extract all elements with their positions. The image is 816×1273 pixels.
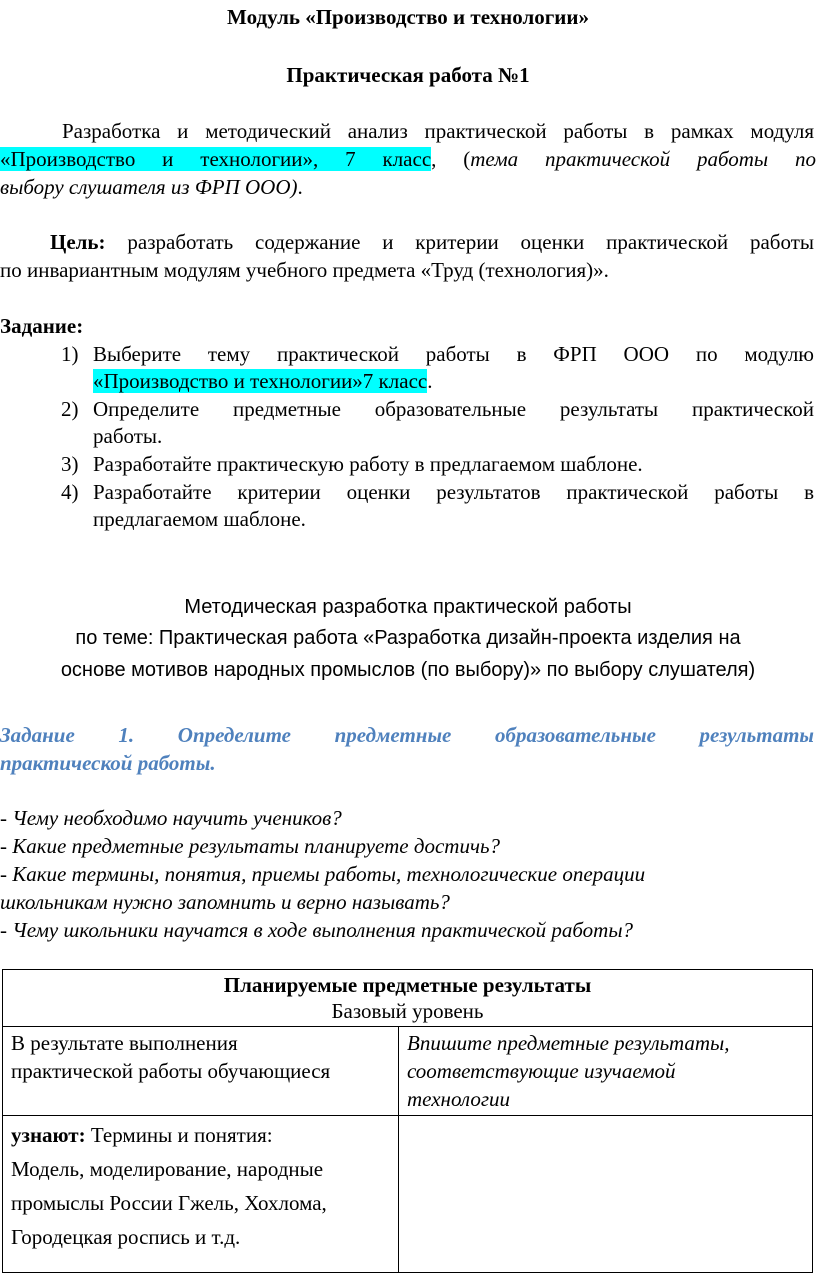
intro-line-2: «Производство и технологии», 7 класс, (тема практической работы по: [0, 147, 816, 171]
method-line-1: Методическая разработка практической работы: [184, 596, 632, 618]
task-item-4-number: 4): [61, 480, 79, 504]
task-item-2-line-1: Определите предметные образовательные результаты практической: [93, 397, 814, 421]
question-1: - Чему необходимо научить учеников?: [0, 806, 342, 830]
task-item-2-number: 2): [61, 397, 79, 421]
task-item-4-line-2: предлагаемом шаблоне.: [93, 507, 306, 531]
table-cell-left: В результате выполнения практической работы обучающиеся: [3, 1027, 399, 1116]
intro-line-1: Разработка и методический анализ практической работы в рамках модуля: [62, 119, 814, 143]
table-cell-learn: узнают: Термины и понятия: Модель, моделирование, народные промыслы России Гжель, Хохлома, Городецкая роспись и т.д.: [3, 1116, 399, 1273]
table-header-subtitle: Базовый уровень: [331, 999, 484, 1023]
task-item-2-line-2: работы.: [93, 424, 163, 448]
results-table: [2, 969, 813, 1273]
table-cell-empty[interactable]: [399, 1116, 813, 1273]
table-row: [3, 1116, 813, 1273]
task-item-1-highlight: «Производство и технологии»7 класс: [93, 369, 428, 393]
table-cell-right: Впишите предметные результаты, соответствующие изучаемой технологии: [399, 1027, 813, 1116]
goal-label: Цель:: [50, 230, 106, 254]
table-row: [3, 1027, 813, 1116]
task-item-1-line-1: Выберите тему практической работы в ФРП ООО по модулю: [93, 342, 814, 366]
intro-highlight: «Производство и технологии», 7 класс: [0, 147, 432, 171]
method-line-3: основе мотивов народных промыслов (по выбору)» по выбору слушателя): [60, 659, 756, 681]
module-title: Модуль «Производство и технологии»: [227, 5, 589, 29]
task-item-4-line-1: Разработайте критерии оценки результатов практической работы в: [93, 480, 814, 504]
intro-line-3: выбору слушателя из ФРП ООО).: [0, 175, 303, 199]
goal-line-1: Цель: разработать содержание и критерии оценки практической работы: [50, 230, 814, 254]
question-3-line-2: школьникам нужно запомнить и верно называть?: [0, 890, 450, 914]
task1-line-2: практической работы.: [0, 751, 216, 775]
table-header-cell: [3, 970, 813, 1027]
question-4: - Чему школьники научатся в ходе выполнения практической работы?: [0, 918, 634, 942]
task-item-1-line-2: «Производство и технологии»7 класс.: [93, 369, 433, 393]
task-heading: Задание:: [0, 314, 84, 338]
task-item-3-number: 3): [61, 452, 79, 476]
learn-label: узнают:: [11, 1123, 86, 1147]
work-title: Практическая работа №1: [286, 63, 530, 87]
table-header-title: Планируемые предметные результаты: [223, 973, 592, 997]
task-item-1-number: 1): [61, 342, 79, 366]
task-item-3-line-1: Разработайте практическую работу в предлагаемом шаблоне.: [93, 452, 643, 476]
task1-line-1: Задание 1. Определите предметные образовательные результаты: [0, 723, 814, 747]
question-2: - Какие предметные результаты планируете достичь?: [0, 834, 501, 858]
table-header-row: [3, 970, 813, 1027]
question-3-line-1: - Какие термины, понятия, приемы работы, технологические операции: [0, 862, 646, 886]
goal-line-2: по инвариантным модулям учебного предмета «Труд (технология)».: [0, 258, 609, 282]
method-line-2: по теме: Практическая работа «Разработка дизайн-проекта изделия на: [75, 627, 741, 649]
